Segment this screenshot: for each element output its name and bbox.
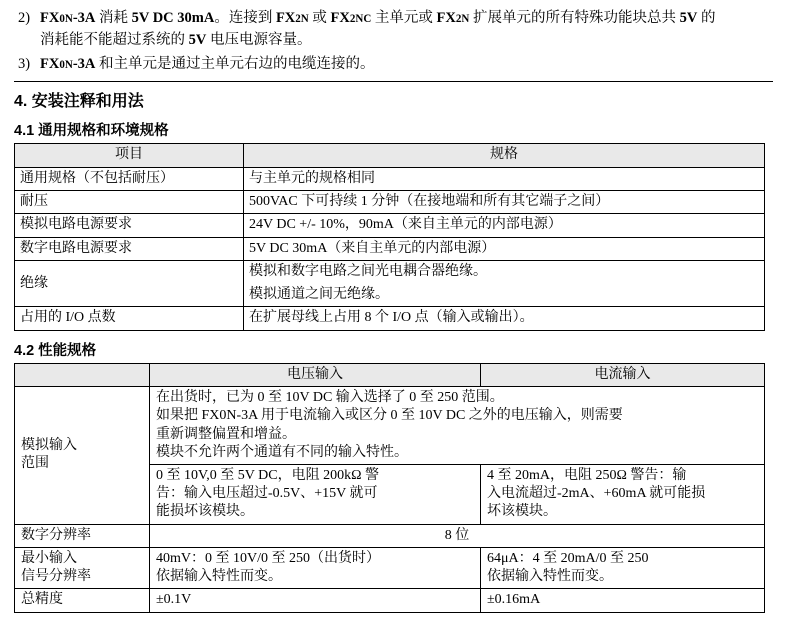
header-voltage-input: 电压输入 xyxy=(150,363,481,386)
min-input-voltage-value xyxy=(150,548,481,589)
table-header-row xyxy=(15,363,765,386)
intro-list xyxy=(0,8,787,76)
list-item-number: 3) xyxy=(18,56,31,73)
row-item: 占用的 I/O 点数 xyxy=(15,307,244,330)
paragraph-line: 消耗能不能超过系统的 5V 电压电源容量。 xyxy=(40,32,312,49)
document-page xyxy=(0,8,787,618)
paragraph-line: FX0N-3A 消耗 5V DC 30mA。连接到 FX2N 或 FX2NC 主单元或 FX2N 扩展单元的所有特殊功能块总共 5V 的 xyxy=(40,10,716,26)
analog-voltage-spec xyxy=(150,465,481,525)
header-blank xyxy=(15,363,150,386)
section-heading-4-1: 4.1 通用规格和环境规格 xyxy=(14,123,169,140)
label-line: 最小输入 xyxy=(21,551,77,567)
header-spec: 规格 xyxy=(244,144,765,167)
row-min-input-resolution xyxy=(15,548,150,589)
row-item: 绝缘 xyxy=(15,261,244,307)
performance-specification-table xyxy=(14,363,765,613)
table-row xyxy=(15,261,765,284)
row-digital-resolution: 数字分辨率 xyxy=(15,524,150,547)
label-line: 范围 xyxy=(21,456,49,472)
total-accuracy-current: ±0.16mA xyxy=(481,589,765,612)
header-item: 项目 xyxy=(15,144,244,167)
spec-line: 4 至 20mA，电阻 250Ω 警告：输 xyxy=(487,468,687,484)
general-specification-table xyxy=(14,143,765,331)
spec-line: 入电流超过-2mA、+60mA 就可能损 xyxy=(487,486,706,502)
table-row xyxy=(15,307,765,330)
row-item: 通用规格（不包括耐压） xyxy=(15,167,244,190)
table-row xyxy=(15,548,765,589)
label-line: 模拟输入 xyxy=(21,438,77,454)
row-total-accuracy: 总精度 xyxy=(15,589,150,612)
row-spec: 500VAC 下可持续 1 分钟（在接地端和所有其它端子之间） xyxy=(244,190,765,213)
section-heading-4-2: 4.2 性能规格 xyxy=(14,342,97,359)
digital-resolution-value: 8 位 xyxy=(150,524,765,547)
desc-line: 模块不允许两个通道有不同的输入特性。 xyxy=(156,444,408,460)
spec-line: 0 至 10V,0 至 5V DC，电阻 200kΩ 警 xyxy=(156,468,380,484)
spec-line: 依据输入特性而变。 xyxy=(156,569,282,585)
spec-line: 40mV：0 至 10V/0 至 250（出货时） xyxy=(156,551,380,567)
table-row xyxy=(15,387,765,465)
table-row xyxy=(15,589,765,612)
list-item-text xyxy=(40,54,773,76)
table-row xyxy=(15,190,765,213)
row-spec: 与主单元的规格相同 xyxy=(244,167,765,190)
section-heading-4: 4. 安装注释和用法 xyxy=(14,93,144,111)
row-spec: 模拟通道之间无绝缘。 xyxy=(244,284,765,307)
spec-line: 能损坏该模块。 xyxy=(156,504,254,520)
desc-line: 重新调整偏置和增益。 xyxy=(156,426,296,442)
table-row xyxy=(15,524,765,547)
header-current-input: 电流输入 xyxy=(481,363,765,386)
row-item: 模拟电路电源要求 xyxy=(15,214,244,237)
table-row xyxy=(15,214,765,237)
row-spec: 24V DC +/- 10%，90mA（来自主单元的内部电源） xyxy=(244,214,765,237)
list-item xyxy=(14,54,773,76)
list-item xyxy=(14,8,773,52)
row-spec: 5V DC 30mA（来自主单元的内部电源） xyxy=(244,237,765,260)
spec-line: 坏该模块。 xyxy=(487,504,557,520)
horizontal-divider xyxy=(14,81,773,82)
spec-line: 64μA：4 至 20mA/0 至 250 xyxy=(487,551,649,567)
spec-line: 依据输入特性而变。 xyxy=(487,569,613,585)
min-input-current-value xyxy=(481,548,765,589)
total-accuracy-voltage: ±0.1V xyxy=(150,589,481,612)
spec-line: 告：输入电压超过-0.5V、+15V 就可 xyxy=(156,486,378,502)
row-item: 数字电路电源要求 xyxy=(15,237,244,260)
label-line: 信号分辨率 xyxy=(21,569,91,585)
desc-line: 在出货时，已为 0 至 10V DC 输入选择了 0 至 250 范围。 xyxy=(156,390,504,406)
row-spec: 模拟和数字电路之间光电耦合器绝缘。 xyxy=(244,261,765,284)
table-row xyxy=(15,167,765,190)
list-item-number: 2) xyxy=(18,10,31,26)
table-row xyxy=(15,237,765,260)
row-spec: 在扩展母线上占用 8 个 I/O 点（输入或输出）。 xyxy=(244,307,765,330)
analog-current-spec xyxy=(481,465,765,525)
list-item-text xyxy=(40,8,773,52)
analog-range-description xyxy=(150,387,765,465)
row-item: 耐压 xyxy=(15,190,244,213)
table-header-row xyxy=(15,144,765,167)
paragraph-line: FX0N-3A 和主单元是通过主单元右边的电缆连接的。 xyxy=(40,56,375,73)
desc-line: 如果把 FX0N-3A 用于电流输入或区分 0 至 10V DC 之外的电压输入，则需要 xyxy=(156,408,623,424)
row-analog-input-range xyxy=(15,387,150,524)
